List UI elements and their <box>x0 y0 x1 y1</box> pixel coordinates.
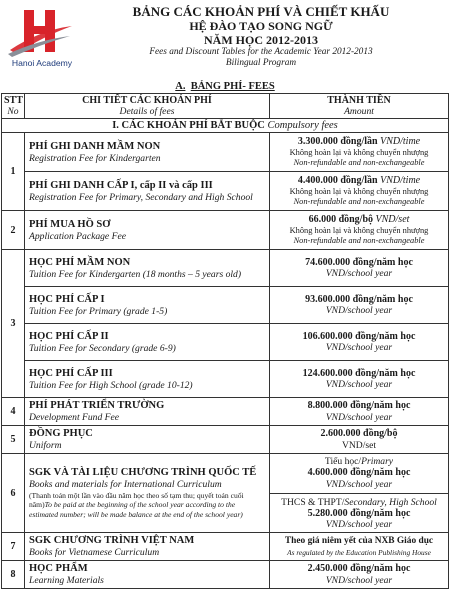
row-number: 2 <box>2 211 25 250</box>
row-number: 1 <box>2 133 25 211</box>
table-row <box>2 133 449 172</box>
fee-amount-cell: 74.600.000 đồng/năm học VND/school year <box>270 250 449 287</box>
fee-detail-cell: PHÍ MUA HỒ SƠ Application Package Fee <box>25 211 270 250</box>
column-header-detail: CHI TIẾT CÁC KHOẢN PHÍ Details of fees <box>25 94 270 119</box>
logo-text: Hanoi Academy <box>11 58 73 68</box>
title-line-1: BẢNG CÁC KHOẢN PHÍ VÀ CHIẾT KHẤU <box>132 4 390 19</box>
fee-amount-cell: 8.800.000 đồng/năm học VND/school year <box>270 398 449 426</box>
fee-amount-cell: 2.600.000 đồng/bộ VND/set <box>270 426 449 454</box>
fee-detail-cell: PHÍ PHÁT TRIỂN TRƯỜNG Development Fund Fee <box>25 398 270 426</box>
fee-amount-cell: 66.000 đồng/bộ VND/set Không hoàn lại và không chuyển nhượng Non-refundable and non-exchangeable <box>270 211 449 250</box>
table-header-row <box>2 94 449 119</box>
row-number: 4 <box>2 398 25 426</box>
row-number: 7 <box>2 533 25 561</box>
table-row <box>2 211 449 250</box>
title-line-3: NĂM HỌC 2012-2013 <box>204 33 318 47</box>
table-row <box>2 533 449 561</box>
fee-amount-cell: Tiểu học/Primary 4.600.000 đồng/năm học VND/school year THCS & THPT/Secondary, High School 5.280.000 đồng/năm học VND/school year <box>270 454 449 533</box>
table-row <box>2 398 449 426</box>
table-row <box>2 561 449 589</box>
fee-detail-cell: HỌC PHÍ CẤP I Tuition Fee for Primary (grade 1-5) <box>25 287 270 324</box>
level-primary: Tiểu học/Primary <box>324 456 394 467</box>
fee-note: (Thanh toán một lần vào đầu năm học theo số tạm thu; quyết toán cuối năm)To be paid at the beginning of the school year according to the estimated number; will be made balance at the end of the school year) <box>29 490 244 519</box>
fee-amount-cell: Theo giá niêm yết của NXB Giáo dục As regulated by the Education Publishing House <box>270 533 449 561</box>
category-row <box>2 119 449 133</box>
table-row <box>2 324 449 361</box>
column-header-stt: STT No <box>2 94 25 119</box>
section-heading <box>0 81 450 92</box>
category-title: I. CÁC KHOẢN PHÍ BẮT BUỘC <box>112 120 265 131</box>
section-title: BẢNG PHÍ- FEES <box>190 81 275 92</box>
table-row <box>2 172 449 211</box>
table-row <box>2 361 449 398</box>
fee-detail-cell: HỌC PHẨM Learning Materials <box>25 561 270 589</box>
fee-amount-cell: 3.300.000 đồng/lần VND/time Không hoàn lại và không chuyển nhượng Non-refundable and non-exchangeable <box>270 133 449 172</box>
title-line-2: HỆ ĐÀO TẠO SONG NGỮ <box>189 19 333 33</box>
fee-detail-cell: ĐỒNG PHỤC Uniform <box>25 426 270 454</box>
fee-detail-cell: HỌC PHÍ MẦM NON Tuition Fee for Kindergarten (18 months – 5 years old) <box>25 250 270 287</box>
row-number: 5 <box>2 426 25 454</box>
fees-table <box>1 93 449 589</box>
fee-amount-cell: 124.600.000 đồng/năm học VND/school year <box>270 361 449 398</box>
table-row <box>2 287 449 324</box>
hanoi-academy-logo-icon <box>4 6 76 58</box>
fee-detail-cell: PHÍ GHI DANH MẦM NON Registration Fee for Kindergarten <box>25 133 270 172</box>
fee-detail-cell: HỌC PHÍ CẤP III Tuition Fee for High School (grade 10-12) <box>25 361 270 398</box>
subtitle-line-2: Bilingual Program <box>225 58 297 68</box>
table-row <box>2 454 449 533</box>
table-row <box>2 426 449 454</box>
fee-amount-cell: 2.450.000 đồng/năm học VND/school year <box>270 561 449 589</box>
row-number: 3 <box>2 250 25 398</box>
logo <box>4 6 76 68</box>
row-number: 8 <box>2 561 25 589</box>
fee-amount-cell: 93.600.000 đồng/năm học VND/school year <box>270 287 449 324</box>
column-header-amount: THÀNH TIỀN Amount <box>270 94 449 119</box>
table-row <box>2 250 449 287</box>
subtitle-line-1: Fees and Discount Tables for the Academic Year 2012-2013 <box>149 47 373 57</box>
fee-detail-cell: HỌC PHÍ CẤP II Tuition Fee for Secondary (grade 6-9) <box>25 324 270 361</box>
fee-detail-cell: SGK CHƯƠNG TRÌNH VIỆT NAM Books for Vietnamese Curriculum <box>25 533 270 561</box>
category-title-en: Compulsory fees <box>267 120 338 131</box>
fee-detail-cell: SGK VÀ TÀI LIỆU CHƯƠNG TRÌNH QUỐC TẾ Books and materials for International Curriculum (Thanh toán một lần vào đầu năm học theo số tạm thu; quyết toán cuối năm)To be paid at the beginning of the school year according to the estimated number; will be made balance at the end of the school year) <box>25 454 270 533</box>
section-label: A. <box>175 81 186 92</box>
level-secondary: THCS & THPT/Secondary, High School <box>281 496 437 508</box>
fee-amount-cell: 4.400.000 đồng/lần VND/time Không hoàn lại và không chuyển nhượng Non-refundable and non-exchangeable <box>270 172 449 211</box>
document-header <box>96 4 426 69</box>
fee-amount-cell: 106.600.000 đồng/năm học VND/school year <box>270 324 449 361</box>
row-number: 6 <box>2 454 25 533</box>
fee-detail-cell: PHÍ GHI DANH CẤP I, cấp II và cấp III Registration Fee for Primary, Secondary and High School <box>25 172 270 211</box>
